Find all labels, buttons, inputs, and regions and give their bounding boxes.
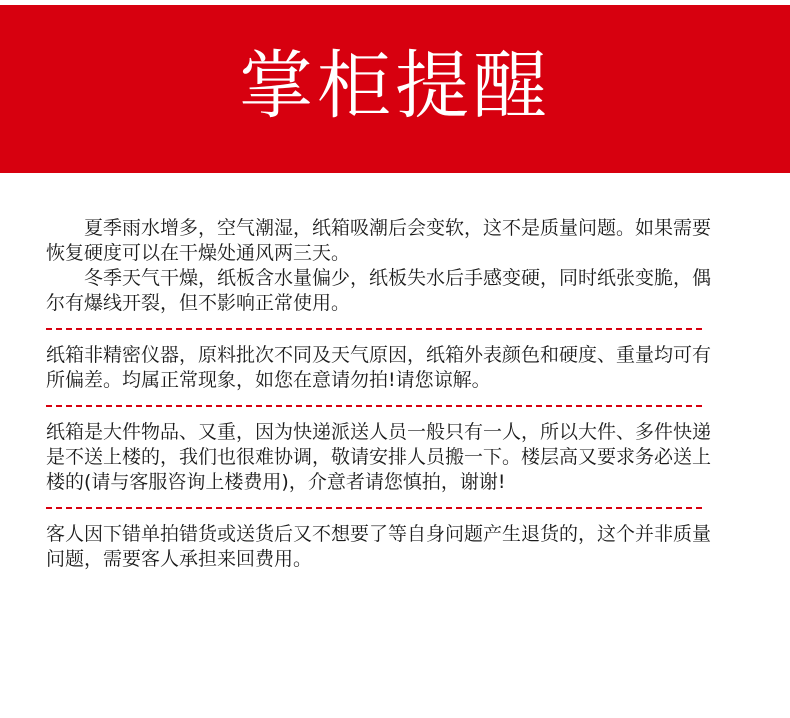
dashed-divider — [46, 507, 702, 509]
header-banner — [0, 5, 790, 173]
paragraph-returns: 客人因下错单拍错货或送货后又不想要了等自身问题产生退货的，这个并非质量问题，需要客人承担来回费用。 — [46, 523, 712, 570]
paragraph-delivery: 纸箱是大件物品、又重，因为快递派送人员一般只有一人，所以大件、多件快递是不送上楼的，我们也很难协调，敬请安排人员搬一下。楼层高又要求务必送上楼的(请与客服咨询上楼费用)，介意者请您慎拍，谢谢! — [46, 421, 712, 493]
paragraph-color-variance: 纸箱非精密仪器，原料批次不同及天气原因，纸箱外表颜色和硬度、重量均可有所偏差。均属正常现象，如您在意请勿拍!请您谅解。 — [46, 344, 712, 391]
notice-content — [46, 216, 726, 572]
paragraph-summer: 夏季雨水增多，空气潮湿，纸箱吸潮后会变软，这不是质量问题。如果需要恢复硬度可以在干燥处通风两三天。 — [46, 217, 712, 264]
banner-title: 掌柜提醒 — [239, 43, 551, 129]
dashed-divider — [46, 405, 702, 407]
paragraph-winter: 冬季天气干燥，纸板含水量偏少，纸板失水后手感变硬，同时纸张变脆，偶尔有爆线开裂，但不影响正常使用。 — [46, 267, 712, 314]
dashed-divider — [46, 328, 702, 330]
